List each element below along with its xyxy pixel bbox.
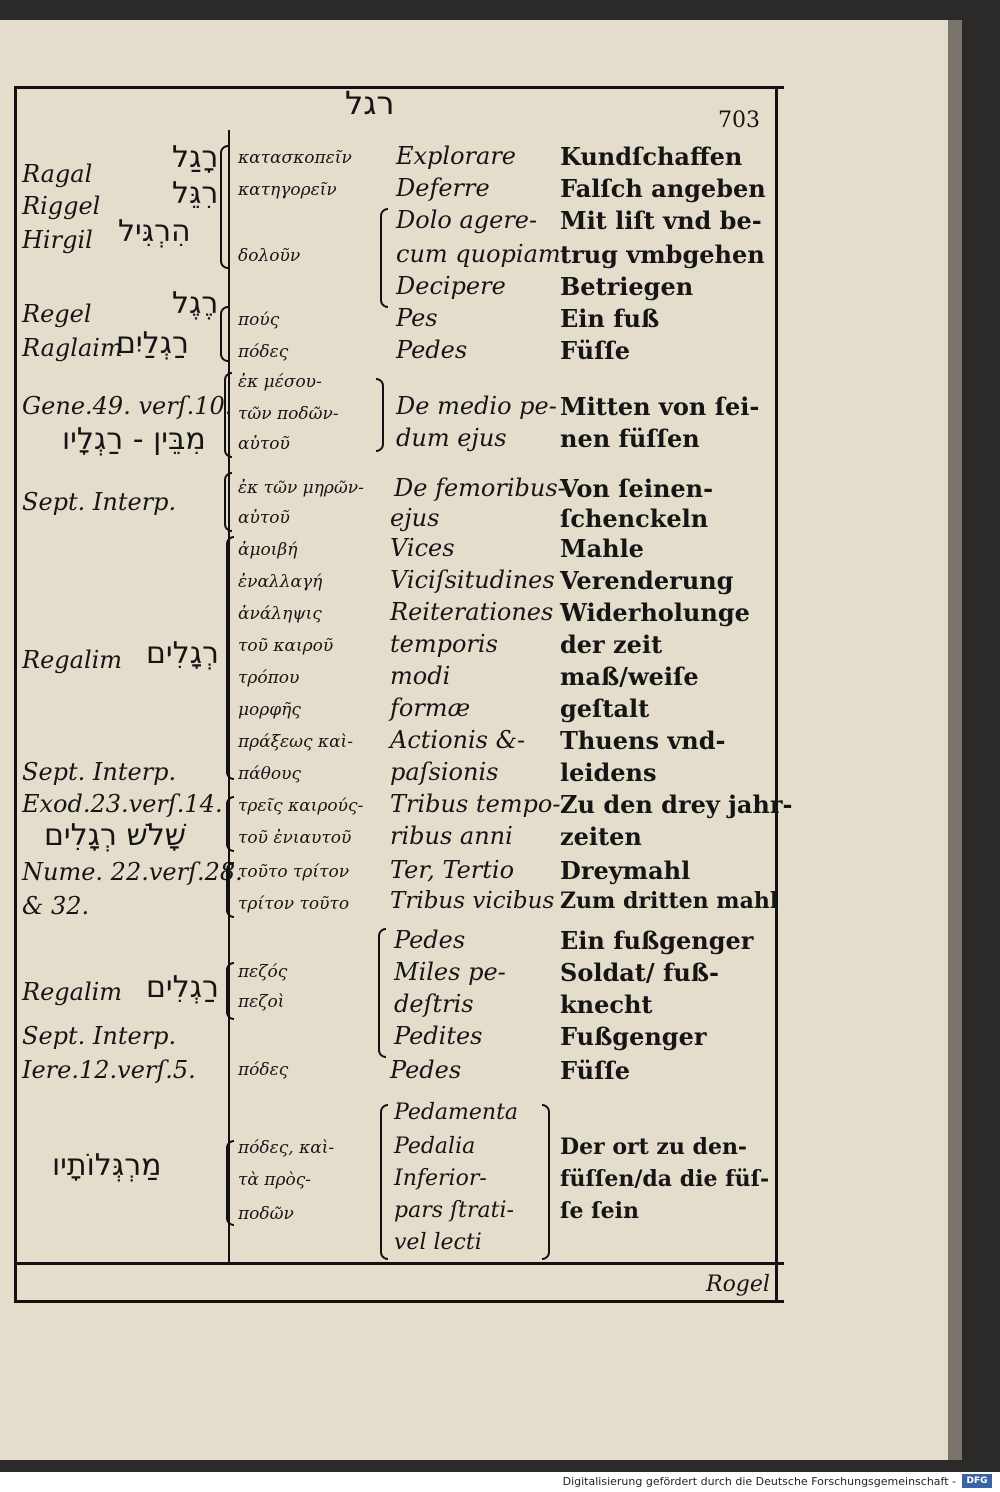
latin-10: De femoribus- xyxy=(394,474,566,502)
right-rule xyxy=(775,86,778,1303)
heb-mibein: מִבֵּין - רַגְלָיו xyxy=(62,422,206,457)
bottom-rule xyxy=(14,1262,784,1265)
german-31: ſe ſein xyxy=(560,1198,639,1224)
brace xyxy=(220,145,228,269)
heb-raglaim: רַגְלַיִם xyxy=(116,326,189,361)
latin-33: vel lecti xyxy=(394,1230,482,1255)
heb-hirgil: הִרְגִּיל xyxy=(118,214,191,249)
left-sept2: Sept. Interp. xyxy=(22,758,177,786)
heb-riggel: רִגֵּל xyxy=(172,176,219,211)
catchword: Rogel xyxy=(706,1272,770,1297)
german-17: geſtalt xyxy=(560,694,650,723)
german-15: der zeit xyxy=(560,630,663,659)
brace xyxy=(226,536,234,780)
greek-18: πάθους xyxy=(238,764,301,784)
latin-6: Pes xyxy=(396,304,438,332)
greek-26: πόδες, καὶ- xyxy=(238,1138,335,1158)
german-24: Ein fußgenger xyxy=(560,926,754,955)
german-14: Widerholunge xyxy=(560,598,750,627)
greek-2: κατηγορεῖν xyxy=(238,180,337,200)
brace xyxy=(226,862,234,918)
left-rule xyxy=(14,86,17,1303)
latin-15: temporis xyxy=(390,630,498,658)
left-regalim1: Regalim xyxy=(22,646,123,674)
latin-24: Pedes xyxy=(394,926,466,954)
left-ragal: Ragal xyxy=(22,160,93,188)
brace xyxy=(376,378,384,452)
german-28: Füſſe xyxy=(560,1056,630,1085)
brace xyxy=(226,1140,234,1226)
left-sept1: Sept. Interp. xyxy=(22,488,177,516)
left-nume: Nume. 22.verſ.28. xyxy=(22,858,243,886)
brace xyxy=(380,1104,388,1260)
latin-5: Decipere xyxy=(396,272,506,300)
german-29: Der ort zu den- xyxy=(560,1134,748,1160)
latin-8: De medio pe- xyxy=(396,392,557,420)
german-12: Mahle xyxy=(560,534,644,563)
latin-13: Viciſsitudines xyxy=(390,566,555,594)
latin-16: modi xyxy=(390,662,451,690)
german-6: Ein fuß xyxy=(560,304,660,333)
greek-15: τρόπου xyxy=(238,668,300,688)
left-nume2: & 32. xyxy=(22,892,90,920)
latin-23: Tribus vicibus xyxy=(390,888,555,914)
top-rule xyxy=(14,86,784,89)
latin-21: ribus anni xyxy=(390,822,513,850)
heb-shalosh: שָׁלֹשׁ רְגָלִים xyxy=(44,818,187,853)
greek-13: ἀνάληψις xyxy=(238,604,322,624)
greek-4: πούς xyxy=(238,310,280,330)
header-hebrew: רגל xyxy=(345,84,395,122)
latin-4: cum quopiam xyxy=(396,240,561,268)
greek-3: δολοῦν xyxy=(238,246,301,266)
page-edge xyxy=(948,20,962,1460)
brace xyxy=(380,208,388,308)
greek-11: ἀμοιβή xyxy=(238,540,298,560)
german-2: Falſch angeben xyxy=(560,174,766,203)
greek-14: τοῦ καιροῦ xyxy=(238,636,334,656)
german-27: Fußgenger xyxy=(560,1022,707,1051)
german-21: zeiten xyxy=(560,822,642,851)
footer-text: Digitalisierung gefördert durch die Deutsche Forschungsgemeinschaft - xyxy=(562,1475,956,1488)
latin-19: paſsionis xyxy=(390,758,499,786)
brace xyxy=(542,1104,550,1260)
latin-29: Pedamenta xyxy=(394,1100,519,1125)
german-1: Kundſchaffen xyxy=(560,142,743,171)
heb-regel: רֶגֶל xyxy=(172,286,219,321)
footer-bar xyxy=(0,1472,1000,1492)
greek-8: αὐτοῦ xyxy=(238,434,290,454)
latin-1: Explorare xyxy=(396,142,516,170)
latin-3: Dolo agere- xyxy=(396,206,538,234)
brace xyxy=(224,472,232,532)
left-exod: Exod.23.verſ.14. xyxy=(22,790,223,818)
greek-20: τοῦ ἐνιαυτοῦ xyxy=(238,828,352,848)
german-3: Mit liſt vnd be- xyxy=(560,206,762,235)
brace xyxy=(220,306,228,362)
german-19: leidens xyxy=(560,758,657,787)
latin-9: dum ejus xyxy=(396,424,507,452)
greek-12: ἐναλλαγή xyxy=(238,572,323,592)
greek-22: τρίτον τοῦτο xyxy=(238,894,350,914)
left-hirgil: Hirgil xyxy=(22,226,93,254)
german-20: Zu den drey jahr- xyxy=(560,790,793,819)
greek-19: τρεῖς καιρούς- xyxy=(238,796,364,816)
bottom-rule-2 xyxy=(14,1300,784,1303)
german-8: Mitten von ſei- xyxy=(560,392,760,421)
latin-28: Pedes xyxy=(390,1056,462,1084)
latin-31: Inferior- xyxy=(394,1166,487,1191)
german-4: trug vmbgehen xyxy=(560,240,765,269)
latin-20: Tribus tempo- xyxy=(390,790,561,818)
german-16: maß/weiſe xyxy=(560,662,699,691)
greek-24: πεζοὶ xyxy=(238,992,285,1012)
german-23: Zum dritten mahl xyxy=(560,888,779,914)
latin-27: Pedites xyxy=(394,1022,483,1050)
latin-12: Vices xyxy=(390,534,455,562)
german-11: ſchenckeln xyxy=(560,504,709,533)
latin-26: deſtris xyxy=(394,990,474,1018)
latin-18: Actionis &- xyxy=(390,726,526,754)
latin-22: Ter, Tertio xyxy=(390,856,515,884)
greek-5: πόδες xyxy=(238,342,289,362)
german-26: knecht xyxy=(560,990,653,1019)
german-18: Thuens vnd- xyxy=(560,726,726,755)
brace xyxy=(224,372,232,458)
german-22: Dreymahl xyxy=(560,856,691,885)
greek-27: τὰ πρὸς- xyxy=(238,1170,311,1190)
german-10: Von ſeinen- xyxy=(560,474,714,503)
heb-regalim1: רְגָלִים xyxy=(146,636,219,671)
brace xyxy=(226,796,234,852)
heb-margelotav: מַרְגְּלוֹתָיו xyxy=(52,1148,162,1183)
german-5: Betriegen xyxy=(560,272,694,301)
latin-11: ejus xyxy=(390,504,440,532)
greek-21: τοῦτο τρίτον xyxy=(238,862,350,882)
left-regel: Regel xyxy=(22,300,92,328)
latin-25: Miles pe- xyxy=(394,958,506,986)
latin-7: Pedes xyxy=(396,336,468,364)
left-regalim2: Regalim xyxy=(22,978,123,1006)
german-13: Verenderung xyxy=(560,566,734,595)
brace xyxy=(378,928,386,1058)
greek-9: ἐκ τῶν μηρῶν- xyxy=(238,478,364,498)
greek-10: αὐτοῦ xyxy=(238,508,290,528)
greek-16: μορφῆς xyxy=(238,700,301,720)
german-9: nen füſſen xyxy=(560,424,700,453)
greek-25: πόδες xyxy=(238,1060,289,1080)
latin-2: Deferre xyxy=(396,174,490,202)
german-7: Füſſe xyxy=(560,336,630,365)
heb-regalim2: רַגְלִים xyxy=(146,970,219,1005)
page-number: 703 xyxy=(718,108,760,133)
left-gene: Gene.49. verſ.10. xyxy=(22,392,233,420)
brace xyxy=(226,962,234,1020)
german-30: füſſen/da die füſ- xyxy=(560,1166,770,1192)
dfg-logo: DFG xyxy=(962,1474,992,1488)
latin-30: Pedalia xyxy=(394,1134,476,1159)
german-25: Soldat/ fuß- xyxy=(560,958,719,987)
latin-17: formæ xyxy=(390,694,471,722)
left-sept3: Sept. Interp. xyxy=(22,1022,177,1050)
left-raglaim: Raglaim xyxy=(22,334,123,362)
greek-28: ποδῶν xyxy=(238,1204,294,1224)
greek-17: πράξεως καὶ- xyxy=(238,732,353,752)
left-iere: Iere.12.verſ.5. xyxy=(22,1056,196,1084)
latin-32: pars ſtrati- xyxy=(394,1198,514,1223)
latin-14: Reiterationes xyxy=(390,598,554,626)
greek-23: πεζός xyxy=(238,962,288,982)
greek-1: κατασκοπεῖν xyxy=(238,148,352,168)
heb-ragal: רָגַל xyxy=(172,140,219,175)
greek-6: ἐκ μέσου- xyxy=(238,372,322,392)
greek-7: τῶν ποδῶν- xyxy=(238,404,339,424)
left-riggel: Riggel xyxy=(22,192,101,220)
